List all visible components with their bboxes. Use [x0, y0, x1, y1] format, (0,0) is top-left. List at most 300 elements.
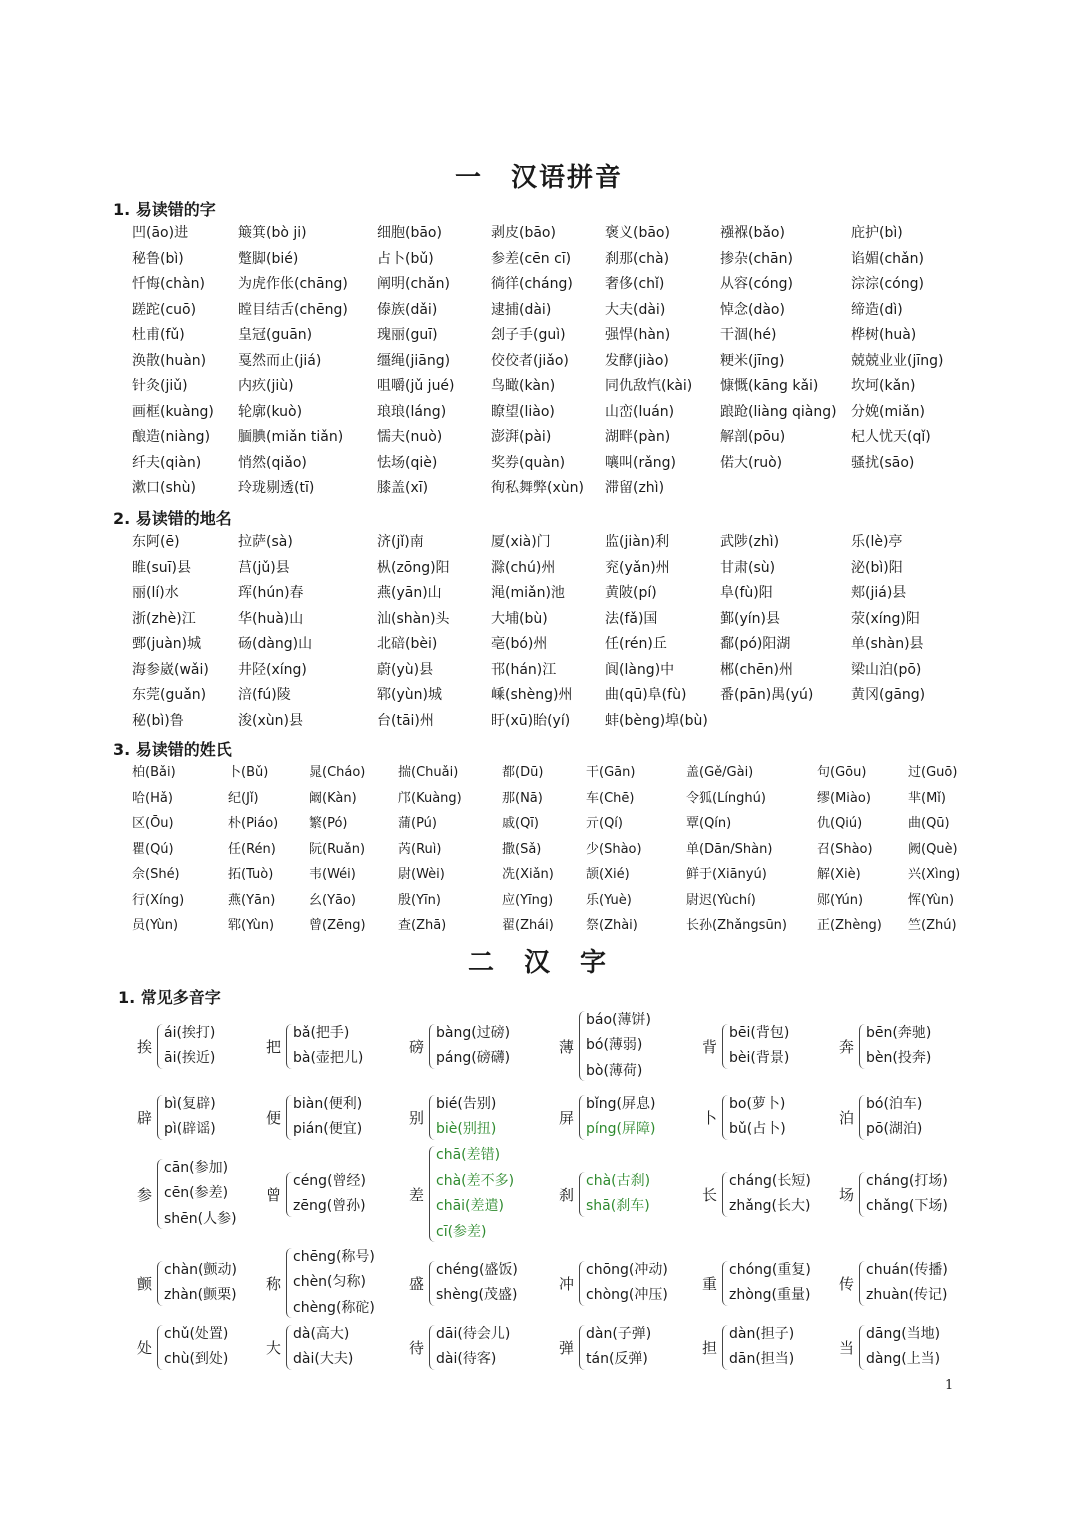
- surname-item: 阚(Kàn): [309, 790, 357, 806]
- polyphone-char: 颤: [137, 1275, 153, 1293]
- surname-item: 郓(Yùn): [228, 918, 275, 933]
- surname-item: 祭(Zhài): [586, 918, 638, 933]
- word-item: 澎湃(pài): [491, 429, 552, 445]
- polyphone-reading: dài(待客): [436, 1351, 497, 1367]
- polyphone-reading: cān(参加): [164, 1159, 229, 1176]
- word-item: 凹(āo)进: [132, 225, 189, 241]
- word-item: 怯场(qiè): [377, 454, 438, 471]
- word-item: 坎坷(kǎn): [851, 378, 916, 394]
- polyphone-reading: pì(辟谣): [164, 1121, 216, 1137]
- polyphone-reading: chà(古刹): [586, 1172, 651, 1189]
- surname-item: 任(Rén): [228, 841, 276, 857]
- place-item: 海参崴(wǎi): [132, 661, 209, 678]
- surname-item: 令狐(Línghú): [686, 790, 766, 806]
- word-item: 奖券(quàn): [491, 454, 566, 471]
- surname-item: 员(Yùn): [132, 918, 179, 933]
- surname-item: 柏(Bǎi): [132, 765, 176, 780]
- place-item: 睢(suī)县: [132, 559, 191, 576]
- polyphone-reading: dān(担当): [729, 1351, 795, 1367]
- place-item: 北碚(bèi): [377, 636, 438, 652]
- brace-bracket: [722, 1325, 729, 1370]
- place-item: 郴(chēn)州: [720, 661, 793, 678]
- brace-bracket: [429, 1095, 436, 1140]
- polyphone-reading: bì(复辟): [164, 1095, 216, 1112]
- brace-bracket: [157, 1024, 164, 1069]
- polyphone-reading: ái(挨打): [164, 1024, 216, 1041]
- brace-bracket: [157, 1261, 164, 1306]
- surname-item: 瞿(Qú): [132, 841, 174, 857]
- word-item: 漱口(shù): [132, 480, 196, 496]
- brace-bracket: [579, 1325, 586, 1370]
- word-item: 细胞(bāo): [377, 225, 442, 241]
- polyphone-reading: dà(高大): [293, 1325, 350, 1342]
- polyphone-reading: cī(参差): [436, 1223, 487, 1240]
- polyphone-reading: chǎng(下场): [866, 1198, 948, 1214]
- place-item: 丽(lí)水: [132, 585, 179, 601]
- word-item: 庇护(bì): [851, 225, 903, 241]
- polyphone-reading: bo(萝卜): [729, 1095, 786, 1112]
- place-item: 鄱(pó)阳湖: [720, 636, 791, 652]
- word-item: 纤夫(qiàn): [132, 454, 202, 471]
- polyphone-char: 大: [266, 1339, 282, 1357]
- surname-item: 繁(Pó): [309, 816, 348, 831]
- word-item: 参差(cēn cī): [491, 250, 572, 267]
- surname-item: 殷(Yīn): [398, 892, 441, 908]
- brace-bracket: [429, 1325, 436, 1370]
- word-item: 悼念(dào): [720, 301, 785, 318]
- polyphone-reading: bò(薄荷): [586, 1062, 643, 1079]
- brace-bracket: [579, 1261, 586, 1306]
- word-item: 酿造(niàng): [132, 429, 211, 445]
- word-item: 杜甫(fǔ): [132, 327, 185, 343]
- surname-item: 郧(Yún): [817, 892, 864, 908]
- polyphone-char: 薄: [559, 1038, 575, 1056]
- word-item: 秘鲁(bì): [132, 250, 184, 267]
- place-item: 秘(bì)鲁: [132, 712, 184, 729]
- word-item: 踉跄(liàng qiàng): [720, 403, 837, 420]
- polyphone-char: 重: [702, 1275, 718, 1293]
- polyphone-char: 称: [266, 1275, 282, 1293]
- place-item: 燕(yān)山: [377, 585, 442, 601]
- brace-bracket: [859, 1261, 866, 1306]
- surname-item: 卜(Bǔ): [228, 765, 269, 780]
- polyphone-reading: bà(壶把儿): [293, 1050, 364, 1066]
- place-item: 乐(lè)亭: [851, 534, 903, 550]
- brace-bracket: [286, 1248, 293, 1319]
- surname-item: 哈(Hǎ): [132, 790, 173, 806]
- polyphone-char: 刹: [559, 1186, 575, 1204]
- brace-bracket: [157, 1095, 164, 1140]
- word-item: 涣散(huàn): [132, 352, 207, 369]
- word-item: 鸟瞰(kàn): [491, 378, 556, 394]
- place-item: 渑(miǎn)池: [491, 585, 565, 601]
- polyphone-reading: pō(湖泊): [866, 1121, 923, 1137]
- surname-item: 长孙(Zhǎngsūn): [686, 918, 787, 933]
- polyphone-reading: dāng(当地): [866, 1325, 941, 1342]
- word-item: 刹那(chà): [605, 250, 670, 267]
- place-item: 鄞(yín)县: [720, 610, 780, 627]
- word-item: 奢侈(chǐ): [605, 276, 665, 292]
- word-item: 咀嚼(jǔ jué): [377, 378, 455, 394]
- polyphone-reading: bàng(过磅): [436, 1024, 511, 1041]
- polyphone-reading: cháng(打场): [866, 1172, 948, 1189]
- surname-item: 朴(Piáo): [228, 816, 279, 831]
- place-item: 莒(jǔ)县: [238, 559, 290, 576]
- subsection-chars: 1. 易读错的字: [113, 200, 216, 219]
- word-item: 兢兢业业(jīng): [851, 352, 944, 369]
- surname-item: 解(Xiè): [817, 867, 861, 882]
- place-item: 监(jiàn)利: [605, 534, 670, 550]
- surname-item: 芮(Ruì): [398, 841, 442, 857]
- surname-item: 那(Nā): [502, 790, 543, 806]
- subsection-polyphones: 1. 常见多音字: [118, 988, 221, 1007]
- word-item: 针灸(jiǔ): [132, 378, 188, 394]
- polyphone-char: 奔: [839, 1038, 855, 1056]
- brace-bracket: [859, 1172, 866, 1217]
- place-item: 盱(xū)眙(yí): [491, 712, 571, 729]
- place-item: 武陟(zhì): [720, 534, 780, 550]
- polyphone-reading: dài(大夫): [293, 1351, 354, 1367]
- word-item: 谄媚(chǎn): [851, 250, 924, 267]
- polyphone-reading: bǔ(占卜): [729, 1121, 786, 1137]
- surname-item: 覃(Qín): [686, 816, 732, 831]
- place-item: 蔚(yù)县: [377, 661, 434, 678]
- page-number: 1: [945, 1378, 954, 1393]
- surname-item: 鲜于(Xiānyú): [686, 867, 767, 882]
- section-title-hanzi: 二 汉 字: [468, 948, 609, 978]
- surname-item: 纪(Jǐ): [228, 790, 259, 806]
- word-item: 骚扰(sāo): [851, 454, 915, 471]
- word-item: 傣族(dǎi): [377, 301, 438, 318]
- word-item: 偌大(ruò): [720, 454, 783, 471]
- brace-bracket: [722, 1024, 729, 1069]
- brace-bracket: [429, 1261, 436, 1306]
- word-item: 玲珑剔透(tī): [238, 480, 315, 496]
- word-item: 同仇敌忾(kài): [605, 378, 693, 394]
- word-item: 蹩脚(bié): [238, 250, 299, 267]
- surname-item: 仇(Qiú): [817, 816, 863, 831]
- word-item: 徜徉(cháng): [491, 276, 573, 292]
- surname-item: 曲(Qū): [908, 816, 950, 831]
- polyphone-reading: bó(薄弱): [586, 1037, 643, 1054]
- polyphone-char: 便: [266, 1109, 282, 1127]
- polyphone-char: 辟: [137, 1109, 153, 1127]
- word-item: 淙淙(cóng): [851, 276, 924, 292]
- polyphone-char: 传: [839, 1275, 855, 1293]
- place-item: 黄冈(gāng): [851, 687, 926, 703]
- word-item: 瑰丽(guī): [377, 327, 438, 343]
- place-item: 黄陂(pí): [605, 585, 657, 601]
- surname-item: 颉(Xié): [586, 867, 630, 882]
- place-item: 华(huà)山: [238, 610, 304, 627]
- word-item: 强悍(hàn): [605, 327, 671, 343]
- polyphone-reading: chāi(差遣): [436, 1198, 504, 1214]
- word-item: 膝盖(xī): [377, 480, 429, 496]
- word-item: 剥皮(bāo): [491, 225, 556, 241]
- word-item: 琅琅(láng): [377, 403, 447, 420]
- polyphone-char: 参: [137, 1186, 153, 1204]
- polyphone-reading: bēn(奔驰): [866, 1024, 932, 1041]
- word-item: 刽子手(guì): [491, 327, 566, 343]
- place-item: 东莞(guǎn): [132, 687, 207, 703]
- surname-item: 都(Dū): [502, 765, 544, 780]
- polyphone-reading: zhòng(重量): [729, 1287, 811, 1303]
- polyphone-reading: chēng(称号): [293, 1248, 375, 1265]
- surname-item: 芈(Mǐ): [908, 790, 946, 806]
- surname-item: 韦(Wéi): [309, 867, 356, 882]
- polyphone-reading: bó(泊车): [866, 1095, 923, 1112]
- polyphone-reading: tán(反弹): [586, 1351, 648, 1367]
- surname-item: 单(Dān/Shàn): [686, 841, 773, 857]
- place-item: 鄄(juàn)城: [132, 636, 202, 652]
- surname-item: 幺(Yāo): [309, 892, 357, 908]
- word-item: 大夫(dài): [605, 301, 666, 318]
- polyphone-reading: chàn(颤动): [164, 1261, 237, 1278]
- surname-item: 冼(Xiǎn): [502, 867, 554, 882]
- section-title-pinyin: 一 汉语拼音: [455, 163, 624, 193]
- surname-item: 少(Shào): [586, 841, 642, 857]
- polyphone-reading: āi(挨近): [164, 1050, 216, 1066]
- word-item: 内疚(jiù): [238, 378, 294, 394]
- polyphone-char: 背: [702, 1038, 718, 1056]
- surname-item: 盖(Gě/Gài): [686, 765, 754, 780]
- surname-item: 尉(Wèi): [398, 867, 445, 882]
- polyphone-char: 盛: [409, 1275, 425, 1293]
- word-item: 嚷叫(rǎng): [605, 454, 677, 471]
- surname-item: 乐(Yuè): [586, 892, 632, 908]
- brace-bracket: [429, 1146, 436, 1242]
- subsection-places: 2. 易读错的地名: [113, 509, 232, 528]
- polyphone-reading: chǔ(处置): [164, 1325, 229, 1342]
- word-item: 发酵(jiào): [605, 352, 669, 369]
- polyphone-char: 弹: [559, 1339, 575, 1357]
- polyphone-reading: zhàn(颤栗): [164, 1287, 237, 1303]
- place-item: 郏(jiá)县: [851, 585, 907, 601]
- polyphone-char: 冲: [559, 1275, 575, 1293]
- word-item: 从容(cóng): [720, 276, 793, 292]
- brace-bracket: [859, 1325, 866, 1370]
- surname-item: 翟(Zhái): [502, 918, 554, 933]
- polyphone-char: 当: [839, 1339, 855, 1357]
- word-item: 轮廓(kuò): [238, 403, 303, 420]
- word-item: 佼佼者(jiǎo): [491, 352, 569, 369]
- polyphone-reading: zēng(曾孙): [293, 1198, 366, 1214]
- brace-bracket: [722, 1172, 729, 1217]
- polyphone-reading: chù(到处): [164, 1351, 229, 1367]
- brace-bracket: [859, 1024, 866, 1069]
- surname-item: 阮(Ruǎn): [309, 841, 366, 857]
- place-item: 大埔(bù): [491, 610, 548, 627]
- polyphone-reading: shā(刹车): [586, 1198, 650, 1214]
- place-item: 济(jǐ)南: [377, 534, 424, 550]
- word-item: 慷慨(kāng kǎi): [720, 378, 819, 394]
- place-item: 泌(bì)阳: [851, 559, 903, 576]
- polyphone-char: 曾: [266, 1186, 282, 1204]
- polyphone-reading: zhuàn(传记): [866, 1287, 948, 1303]
- place-item: 枞(zōng)阳: [377, 559, 450, 576]
- place-item: 涪(fú)陵: [238, 687, 291, 703]
- place-item: 甘肃(sù): [720, 559, 776, 576]
- polyphone-reading: bēi(背包): [729, 1024, 790, 1041]
- word-item: 蹉跎(cuō): [132, 301, 197, 318]
- polyphone-reading: pián(便宜): [293, 1121, 363, 1137]
- polyphone-reading: chóng(重复): [729, 1261, 811, 1278]
- polyphone-char: 长: [702, 1186, 718, 1204]
- word-item: 掺杂(chān): [720, 250, 793, 267]
- place-item: 郓(yùn)城: [377, 687, 442, 703]
- polyphone-char: 处: [137, 1339, 153, 1357]
- surname-item: 区(Ōu): [132, 816, 174, 831]
- place-item: 东阿(ē): [132, 534, 180, 550]
- surname-item: 干(Gān): [586, 765, 636, 780]
- polyphone-reading: cēn(参差): [164, 1185, 229, 1202]
- polyphone-reading: bǐng(屏息): [586, 1095, 656, 1112]
- surname-item: 尉迟(Yùchí): [686, 892, 756, 908]
- surname-item: 召(Shào): [817, 841, 873, 857]
- polyphone-reading: bǎ(把手): [293, 1024, 350, 1041]
- surname-item: 撒(Sǎ): [502, 841, 542, 857]
- surname-item: 应(Yīng): [502, 892, 554, 908]
- polyphone-reading: chòng(冲压): [586, 1287, 668, 1303]
- place-item: 滁(chú)州: [491, 559, 556, 576]
- polyphone-char: 挨: [137, 1038, 153, 1056]
- polyphone-char: 屏: [559, 1109, 575, 1127]
- surname-item: 车(Chē): [586, 790, 635, 806]
- brace-bracket: [429, 1024, 436, 1069]
- surname-item: 佘(Shé): [132, 867, 180, 882]
- brace-bracket: [157, 1325, 164, 1370]
- surname-item: 兴(Xìng): [908, 867, 961, 882]
- polyphone-reading: chèn(匀称): [293, 1274, 366, 1291]
- polyphone-reading: bèi(背景): [729, 1050, 790, 1066]
- word-item: 湖畔(pàn): [605, 429, 671, 445]
- polyphone-reading: báo(薄饼): [586, 1011, 651, 1028]
- word-item: 杞人忧天(qǐ): [851, 429, 931, 445]
- place-item: 阜(fù)阳: [720, 585, 773, 601]
- brace-bracket: [579, 1172, 586, 1217]
- place-item: 浚(xùn)县: [238, 712, 303, 729]
- surname-item: 邝(Kuàng): [398, 790, 462, 806]
- polyphone-char: 差: [409, 1186, 425, 1204]
- surname-item: 燕(Yān): [228, 892, 276, 908]
- polyphone-reading: dàng(上当): [866, 1351, 941, 1367]
- surname-item: 戚(Qī): [502, 816, 539, 831]
- surname-item: 蒲(Pú): [398, 816, 437, 831]
- polyphone-char: 待: [409, 1339, 425, 1357]
- polyphone-char: 担: [702, 1339, 718, 1357]
- surname-item: 查(Zhā): [398, 918, 447, 933]
- place-item: 蚌(bèng)埠(bù): [605, 712, 708, 729]
- word-item: 瞭望(liào): [491, 403, 555, 420]
- word-item: 山峦(luán): [605, 403, 675, 420]
- surname-item: 拓(Tuò): [228, 867, 274, 882]
- brace-bracket: [286, 1024, 293, 1069]
- polyphone-reading: shèng(茂盛): [436, 1287, 518, 1303]
- surname-item: 揣(Chuǎi): [398, 765, 459, 780]
- surname-item: 正(Zhèng): [817, 918, 882, 933]
- word-item: 分娩(miǎn): [851, 403, 925, 420]
- surname-item: 竺(Zhú): [908, 918, 957, 933]
- place-item: 单(shàn)县: [851, 636, 924, 652]
- word-item: 阐明(chǎn): [377, 276, 450, 292]
- brace-bracket: [286, 1325, 293, 1370]
- polyphone-reading: zhǎng(长大): [729, 1198, 811, 1214]
- place-item: 台(tāi)州: [377, 712, 434, 729]
- polyphone-reading: chā(差错): [436, 1147, 501, 1163]
- brace-bracket: [722, 1261, 729, 1306]
- subsection-surnames: 3. 易读错的姓氏: [113, 740, 232, 759]
- word-item: 缔造(dì): [851, 301, 903, 318]
- word-item: 忏悔(chàn): [132, 276, 205, 292]
- word-item: 襁褓(bǎo): [720, 225, 785, 241]
- brace-bracket: [579, 1011, 586, 1082]
- polyphone-reading: páng(磅礴): [436, 1050, 511, 1066]
- polyphone-reading: dāi(待会儿): [436, 1325, 511, 1342]
- word-item: 腼腆(miǎn tiǎn): [238, 429, 344, 445]
- place-item: 兖(yǎn)州: [605, 559, 670, 576]
- word-item: 簸箕(bò ji): [238, 225, 307, 241]
- polyphone-reading: bié(告别): [436, 1095, 497, 1112]
- brace-bracket: [579, 1095, 586, 1140]
- word-item: 画框(kuàng): [132, 403, 214, 420]
- polyphone-reading: cháng(长短): [729, 1172, 811, 1189]
- place-item: 珲(hún)春: [238, 585, 304, 601]
- word-item: 滞留(zhì): [605, 480, 665, 496]
- word-item: 逮捕(dài): [491, 301, 552, 318]
- word-item: 懦夫(nuò): [377, 429, 443, 445]
- polyphone-reading: dàn(担子): [729, 1325, 795, 1342]
- word-item: 干涸(hé): [720, 327, 777, 343]
- polyphone-reading: bèn(投奔): [866, 1050, 932, 1066]
- polyphone-reading: chà(差不多): [436, 1172, 515, 1189]
- word-item: 占卜(bǔ): [377, 250, 434, 267]
- place-item: 亳(bó)州: [491, 636, 548, 652]
- word-item: 褒义(bāo): [605, 225, 670, 241]
- polyphone-char: 磅: [409, 1038, 425, 1056]
- brace-bracket: [157, 1159, 164, 1230]
- polyphone-char: 泊: [839, 1109, 855, 1127]
- polyphone-reading: píng(屏障): [586, 1121, 656, 1137]
- place-item: 砀(dàng)山: [238, 636, 313, 652]
- place-item: 嵊(shèng)州: [491, 687, 573, 703]
- polyphone-reading: chuán(传播): [866, 1261, 948, 1278]
- polyphone-reading: shēn(人参): [164, 1210, 237, 1227]
- place-item: 拉萨(sà): [238, 534, 293, 550]
- surname-item: 过(Guō): [908, 765, 958, 780]
- word-item: 缰绳(jiāng): [377, 352, 451, 369]
- place-item: 番(pān)禺(yú): [720, 687, 814, 703]
- word-item: 解剖(pōu): [720, 429, 786, 445]
- word-item: 桦树(huà): [851, 327, 917, 343]
- word-item: 戛然而止(jiá): [238, 352, 322, 369]
- surname-item: 亓(Qí): [586, 816, 623, 831]
- place-item: 曲(qū)阜(fù): [605, 687, 687, 703]
- brace-bracket: [286, 1172, 293, 1217]
- place-item: 邗(hán)江: [491, 661, 557, 678]
- place-item: 任(rén)丘: [605, 636, 667, 652]
- surname-item: 句(Gōu): [817, 765, 867, 780]
- surname-item: 阙(Què): [908, 841, 958, 857]
- word-item: 瞠目结舌(chēng): [238, 301, 348, 318]
- word-item: 粳米(jīng): [720, 352, 785, 369]
- polyphone-reading: biè(别扭): [436, 1121, 497, 1137]
- place-item: 汕(shàn)头: [377, 610, 450, 627]
- polyphone-reading: chèng(称砣): [293, 1299, 375, 1316]
- surname-item: 恽(Yùn): [908, 892, 955, 908]
- place-item: 浙(zhè)江: [132, 610, 196, 627]
- surname-item: 曾(Zēng): [309, 918, 366, 933]
- polyphone-reading: chéng(盛饭): [436, 1261, 518, 1278]
